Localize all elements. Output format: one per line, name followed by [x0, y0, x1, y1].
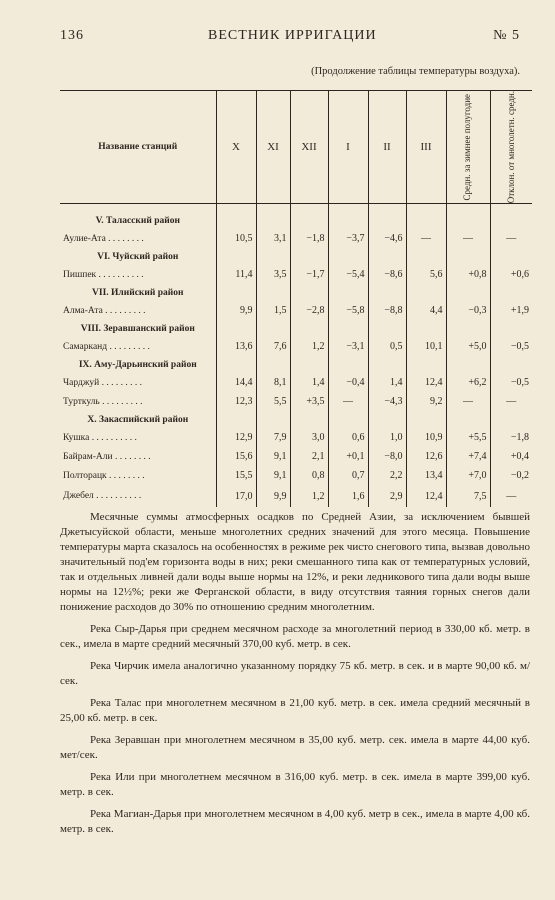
- station-name: Пишпек . . . . . . . . . .: [63, 269, 144, 280]
- value-cell: 3,0: [290, 428, 328, 447]
- value-cell: 13,4: [406, 466, 446, 485]
- column-header: [490, 91, 532, 204]
- region-row: [60, 248, 532, 265]
- empty-cell: [256, 248, 290, 265]
- empty-cell: [216, 248, 256, 265]
- paragraph: Река Чирчик имела аналогично указанному порядку 75 кб. метр. в сек. и в марте 90,00 кб. м/сек.: [60, 660, 530, 687]
- value-cell: 1,5: [256, 301, 290, 320]
- empty-cell: [490, 212, 532, 229]
- column-header: XI: [256, 91, 290, 204]
- empty-cell: [290, 212, 328, 229]
- station-name: Алма-Ата . . . . . . . . .: [63, 305, 146, 316]
- region-row: [60, 411, 532, 428]
- value-cell: —: [328, 392, 368, 411]
- region-row: [60, 284, 532, 301]
- value-cell: 1,2: [290, 337, 328, 356]
- value-cell: 0,8: [290, 466, 328, 485]
- value-cell: −1,7: [290, 265, 328, 284]
- empty-cell: [216, 320, 256, 337]
- value-cell: 5,6: [406, 265, 446, 284]
- station-name: Байрам-Али . . . . . . . .: [63, 451, 151, 462]
- spacer-cell: [256, 204, 290, 213]
- value-cell: −8,6: [368, 265, 406, 284]
- region-row: [60, 212, 532, 229]
- table-row: [60, 301, 532, 320]
- value-cell: —: [490, 392, 532, 411]
- empty-cell: [368, 284, 406, 301]
- table-row: [60, 447, 532, 466]
- empty-cell: [216, 212, 256, 229]
- spacer-cell: [328, 204, 368, 213]
- empty-cell: [368, 248, 406, 265]
- empty-cell: [406, 356, 446, 373]
- empty-cell: [446, 320, 490, 337]
- issue-number: № 5: [493, 28, 520, 43]
- value-cell: 7,6: [256, 337, 290, 356]
- value-cell: 12,3: [216, 392, 256, 411]
- empty-cell: [328, 320, 368, 337]
- empty-cell: [256, 411, 290, 428]
- station-name: Чарджуй . . . . . . . . .: [63, 377, 142, 388]
- region-row: [60, 356, 532, 373]
- spacer-cell: [446, 204, 490, 213]
- region-label: VII. Илийский район: [92, 287, 184, 298]
- empty-cell: [406, 320, 446, 337]
- value-cell: 1,6: [328, 485, 368, 507]
- station-name: Полторацк . . . . . . . .: [63, 470, 145, 481]
- empty-cell: [446, 284, 490, 301]
- value-cell: +1,9: [490, 301, 532, 320]
- value-cell: 9,1: [256, 466, 290, 485]
- value-cell: 2,2: [368, 466, 406, 485]
- value-cell: 2,1: [290, 447, 328, 466]
- value-cell: 15,5: [216, 466, 256, 485]
- empty-cell: [290, 356, 328, 373]
- value-cell: +0,6: [490, 265, 532, 284]
- empty-cell: [328, 248, 368, 265]
- table-row: [60, 485, 532, 507]
- value-cell: 1,0: [368, 428, 406, 447]
- empty-cell: [290, 411, 328, 428]
- empty-cell: [328, 212, 368, 229]
- value-cell: 5,5: [256, 392, 290, 411]
- value-cell: −3,1: [328, 337, 368, 356]
- value-cell: +0,1: [328, 447, 368, 466]
- running-header: [60, 28, 520, 48]
- empty-cell: [328, 411, 368, 428]
- value-cell: 7,5: [446, 485, 490, 507]
- column-header: I: [328, 91, 368, 204]
- table-row: [60, 392, 532, 411]
- value-cell: 9,9: [216, 301, 256, 320]
- empty-cell: [490, 248, 532, 265]
- region-label: VIII. Зеравшанский район: [80, 323, 195, 334]
- value-cell: 9,9: [256, 485, 290, 507]
- empty-cell: [368, 356, 406, 373]
- value-cell: +5,5: [446, 428, 490, 447]
- value-cell: 10,1: [406, 337, 446, 356]
- value-cell: 13,6: [216, 337, 256, 356]
- empty-cell: [328, 284, 368, 301]
- column-header: II: [368, 91, 406, 204]
- empty-cell: [216, 284, 256, 301]
- value-cell: +5,0: [446, 337, 490, 356]
- empty-cell: [490, 284, 532, 301]
- column-header-label: Отклон. от многолетн. средн.: [505, 91, 516, 204]
- spacer-cell: [216, 204, 256, 213]
- spacer-row: [60, 204, 532, 213]
- table-row: [60, 229, 532, 248]
- region-label: X. Закаспийский район: [87, 414, 189, 425]
- empty-cell: [256, 320, 290, 337]
- value-cell: —: [406, 229, 446, 248]
- column-header: XII: [290, 91, 328, 204]
- station-name: Джебел . . . . . . . . . .: [63, 491, 142, 502]
- value-cell: 9,1: [256, 447, 290, 466]
- page-number: 136: [60, 28, 84, 43]
- empty-cell: [328, 356, 368, 373]
- journal-title: ВЕСТНИК ИРРИГАЦИИ: [208, 28, 377, 43]
- paragraph: Река Зеравшан при многолетнем месячном в 35,00 куб. метр. сек. имела в марте 44,00 куб. мет/сек.: [60, 734, 530, 761]
- value-cell: −0,5: [490, 337, 532, 356]
- value-cell: 17,0: [216, 485, 256, 507]
- value-cell: −1,8: [290, 229, 328, 248]
- table-body: [60, 204, 532, 508]
- empty-cell: [446, 411, 490, 428]
- station-name: Аулие-Ата . . . . . . . .: [63, 233, 144, 244]
- value-cell: −8,0: [368, 447, 406, 466]
- value-cell: —: [490, 485, 532, 507]
- empty-cell: [490, 356, 532, 373]
- empty-cell: [490, 320, 532, 337]
- value-cell: —: [490, 229, 532, 248]
- value-cell: 12,4: [406, 485, 446, 507]
- empty-cell: [406, 411, 446, 428]
- region-label: IX. Аму-Дарьинский район: [78, 359, 197, 370]
- value-cell: −3,7: [328, 229, 368, 248]
- value-cell: 12,6: [406, 447, 446, 466]
- spacer-cell: [60, 204, 216, 213]
- value-cell: −4,6: [368, 229, 406, 248]
- body-text: [60, 510, 530, 844]
- value-cell: 8,1: [256, 373, 290, 392]
- table-caption: (Продолжение таблицы температуры воздуха).: [311, 66, 520, 77]
- value-cell: −8,8: [368, 301, 406, 320]
- value-cell: +0,8: [446, 265, 490, 284]
- value-cell: −0,4: [328, 373, 368, 392]
- value-cell: −5,8: [328, 301, 368, 320]
- value-cell: 1,4: [290, 373, 328, 392]
- value-cell: 9,2: [406, 392, 446, 411]
- empty-cell: [256, 284, 290, 301]
- empty-cell: [446, 212, 490, 229]
- paragraph: Месячные суммы атмосферных осадков по Средней Азии, за исключением бывшей Джетысуйской области, меньше многолетних средних значений для этого месяца. Повышение температуры марта сказалось на особенностях в режиме рек чисто снегового типа, вызвав довольно значительный под'ем горизонта воды в них; реки смешанного типа как от температурных условий, так и отдельных ливней дали воды выше нормы на 12%, и реки ледникового типа дали воды выше нормы на 12½%; реки же Ферганской области, в виду отсутствия таяния горных снегов дали понижение расходов до 30% по отношению средним многолетним.: [60, 511, 530, 613]
- empty-cell: [256, 356, 290, 373]
- empty-cell: [216, 411, 256, 428]
- paragraph: Река Магиан-Дарья при многолетнем месячном в 4,00 куб. метр в сек., имела в марте 4,00 кб. метр. в сек.: [60, 808, 530, 835]
- station-name: Турткуль . . . . . . . . .: [63, 396, 143, 407]
- value-cell: 15,6: [216, 447, 256, 466]
- spacer-cell: [406, 204, 446, 213]
- value-cell: +7,0: [446, 466, 490, 485]
- empty-cell: [406, 212, 446, 229]
- station-name: Кушка . . . . . . . . . .: [63, 432, 137, 443]
- empty-cell: [446, 248, 490, 265]
- empty-cell: [290, 248, 328, 265]
- empty-cell: [490, 411, 532, 428]
- value-cell: 11,4: [216, 265, 256, 284]
- paragraph: Река Сыр-Дарья при среднем месячном расходе за многолетний период в 330,00 кб. метр. в сек., имела в марте средний месячный 370,00 куб. метр. в сек.: [60, 623, 530, 650]
- value-cell: −0,3: [446, 301, 490, 320]
- spacer-cell: [490, 204, 532, 213]
- empty-cell: [256, 212, 290, 229]
- column-header: [446, 91, 490, 204]
- column-header: X: [216, 91, 256, 204]
- value-cell: +6,2: [446, 373, 490, 392]
- value-cell: 12,9: [216, 428, 256, 447]
- value-cell: 4,4: [406, 301, 446, 320]
- paragraph: Река Талас при многолетнем месячном в 21,00 куб. метр. в сек. имела средний месячный в 25,00 кб. метр. в сек.: [60, 697, 530, 724]
- table-row: [60, 265, 532, 284]
- station-name: Самарканд . . . . . . . . .: [63, 341, 150, 352]
- value-cell: 3,5: [256, 265, 290, 284]
- empty-cell: [290, 320, 328, 337]
- value-cell: 0,5: [368, 337, 406, 356]
- value-cell: 1,2: [290, 485, 328, 507]
- value-cell: —: [446, 229, 490, 248]
- empty-cell: [368, 212, 406, 229]
- value-cell: 0,7: [328, 466, 368, 485]
- value-cell: +3,5: [290, 392, 328, 411]
- empty-cell: [446, 356, 490, 373]
- table-row: [60, 373, 532, 392]
- spacer-cell: [368, 204, 406, 213]
- value-cell: −4,3: [368, 392, 406, 411]
- column-header: Название станций: [60, 91, 216, 204]
- temperature-table: [60, 90, 532, 507]
- spacer-cell: [290, 204, 328, 213]
- value-cell: 2,9: [368, 485, 406, 507]
- value-cell: +7,4: [446, 447, 490, 466]
- region-label: V. Таласский район: [95, 215, 180, 226]
- empty-cell: [290, 284, 328, 301]
- table-row: [60, 428, 532, 447]
- value-cell: 0,6: [328, 428, 368, 447]
- value-cell: 10,9: [406, 428, 446, 447]
- value-cell: −5,4: [328, 265, 368, 284]
- value-cell: —: [446, 392, 490, 411]
- value-cell: 7,9: [256, 428, 290, 447]
- value-cell: 14,4: [216, 373, 256, 392]
- empty-cell: [368, 320, 406, 337]
- table-row: [60, 337, 532, 356]
- value-cell: −2,8: [290, 301, 328, 320]
- column-header-label: Средн. за зимнее полугодие: [462, 93, 473, 201]
- table-header-row: [60, 91, 532, 204]
- value-cell: 10,5: [216, 229, 256, 248]
- empty-cell: [406, 248, 446, 265]
- value-cell: 3,1: [256, 229, 290, 248]
- column-header: III: [406, 91, 446, 204]
- empty-cell: [406, 284, 446, 301]
- value-cell: −0,5: [490, 373, 532, 392]
- value-cell: 1,4: [368, 373, 406, 392]
- empty-cell: [368, 411, 406, 428]
- region-row: [60, 320, 532, 337]
- value-cell: 12,4: [406, 373, 446, 392]
- paragraph: Река Или при многолетнем месячном в 316,00 куб. метр. в сек. имела в марте 399,00 куб. метр. в сек.: [60, 771, 530, 798]
- table-row: [60, 466, 532, 485]
- value-cell: +0,4: [490, 447, 532, 466]
- value-cell: −0,2: [490, 466, 532, 485]
- region-label: VI. Чуйский район: [97, 251, 179, 262]
- value-cell: −1,8: [490, 428, 532, 447]
- empty-cell: [216, 356, 256, 373]
